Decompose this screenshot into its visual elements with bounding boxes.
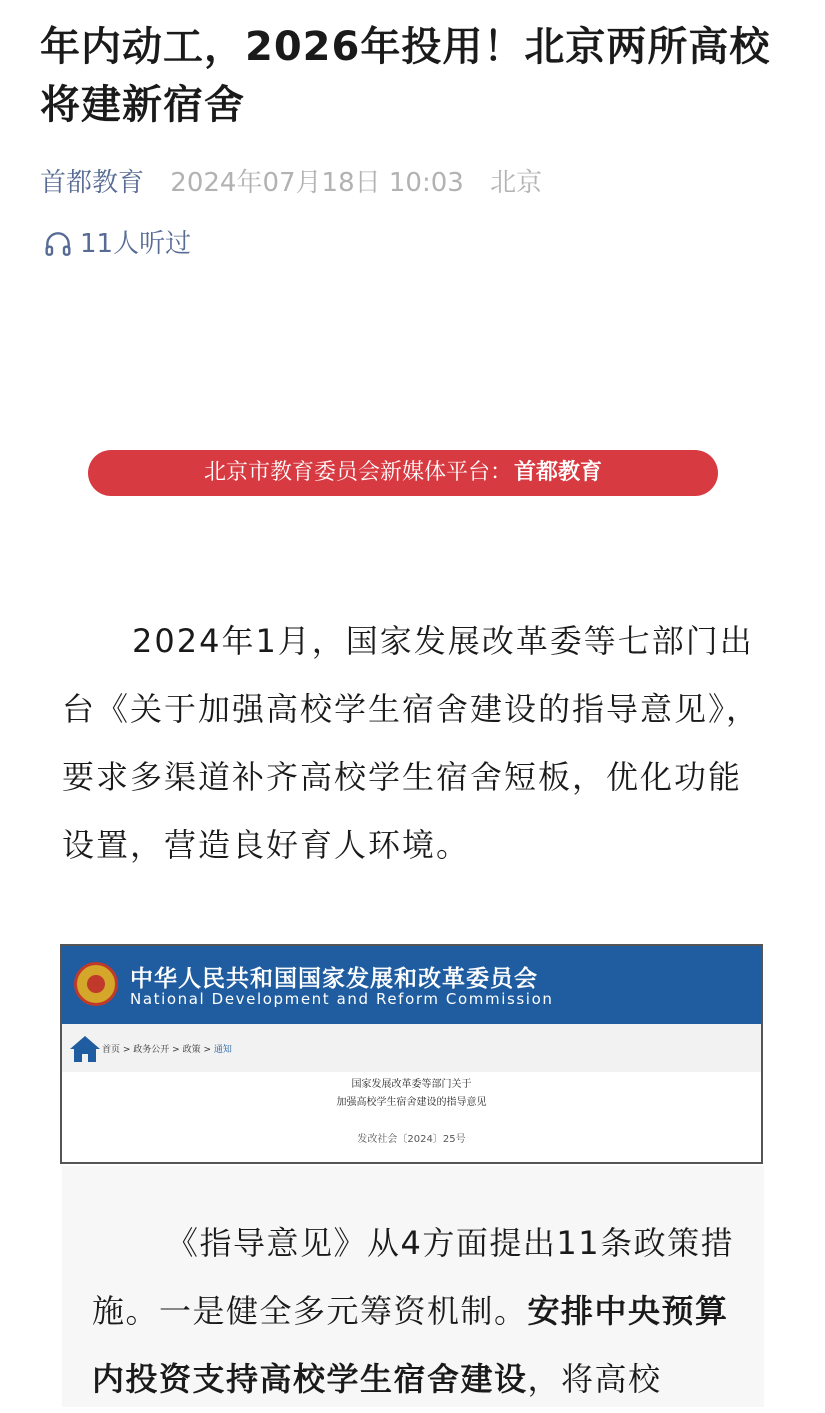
embedded-ndrc-screenshot[interactable] — [60, 944, 763, 1164]
publish-location: 北京 — [490, 168, 543, 198]
paragraph-policy-text2: ，将高校 — [527, 1360, 662, 1398]
banner-prefix: 北京市教育委员会新媒体平台： — [203, 460, 512, 485]
article-title: 年内动工，2026年投用！北京两所高校将建新宿舍 — [40, 24, 771, 128]
listen-button[interactable] — [42, 224, 191, 264]
listen-count: 11人听过 — [80, 229, 192, 259]
ndrc-name-en: National Development and Reform Commission — [130, 990, 554, 1008]
national-emblem-icon — [74, 962, 118, 1006]
article-meta — [40, 163, 542, 203]
home-icon — [68, 1034, 102, 1064]
paragraph-policy-text1: 《指导意见》从4方面提出11条政策措施。一是健全多元筹资机制。 — [92, 1224, 735, 1330]
breadcrumb-policy: 政策 — [182, 1045, 201, 1055]
banner-account-name: 首都教育 — [514, 460, 603, 485]
ndrc-header — [62, 946, 761, 1024]
paragraph-intro: 2024年1月，国家发展改革委等七部门出台《关于加强高校学生宿舍建设的指导意见》，要求多渠道补齐高校学生宿舍短板，优化功能设置，营造良好育人环境。 — [62, 622, 761, 864]
doc-title-line1: 国家发展改革委等部门关于 — [351, 1079, 472, 1090]
doc-title-line2: 加强高校学生宿舍建设的指导意见 — [336, 1097, 487, 1108]
ndrc-name-cn: 中华人民共和国国家发展和改革委员会 — [130, 966, 538, 992]
account-name-link[interactable]: 首都教育 — [40, 168, 145, 198]
headphones-icon — [42, 228, 74, 260]
breadcrumb-affairs: 政务公开 — [133, 1045, 170, 1055]
breadcrumb-home: 首页 — [102, 1045, 121, 1055]
platform-banner — [88, 450, 718, 496]
publish-date: 2024年07月18日 10:03 — [170, 168, 464, 198]
breadcrumb: 首页 > 政务公开 > 政策 > 通知 — [62, 1024, 761, 1072]
doc-title — [62, 1076, 761, 1112]
paragraph-policy — [92, 1209, 737, 1413]
doc-number: 发改社会〔2024〕25号 — [357, 1134, 466, 1145]
paragraph-policy-bold: 安排中央预算内投资支持高校学生宿舍建设 — [92, 1292, 729, 1398]
breadcrumb-notice: 通知 — [213, 1045, 232, 1055]
